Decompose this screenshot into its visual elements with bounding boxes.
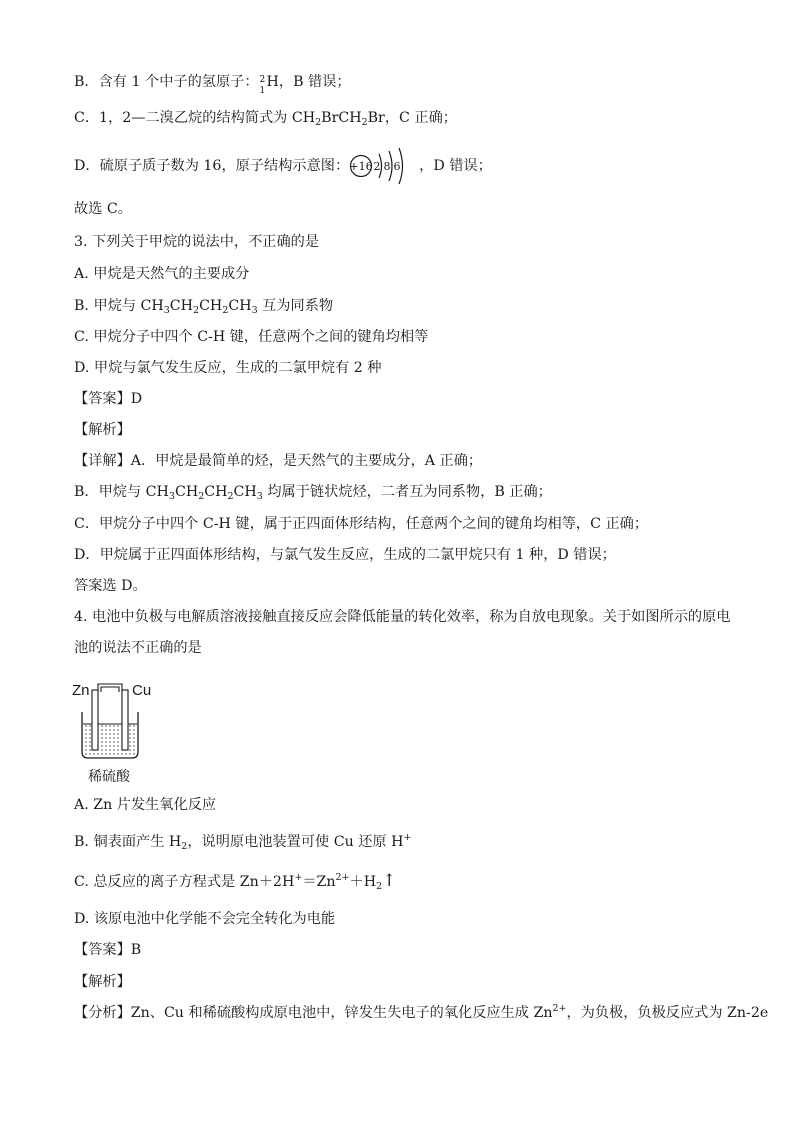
q3-stem: 3. 下列关于甲烷的说法中，不正确的是 (74, 234, 320, 250)
q4-analysis-heading: 【解析】 (74, 974, 131, 990)
solution-label: 稀硫酸 (88, 769, 130, 785)
q3-option-d: D. 甲烷与氯气发生反应，生成的二氯甲烷有 2 种 (74, 360, 382, 376)
q4-option-d: D. 该原电池中化学能不会完全转化为电能 (74, 911, 336, 927)
q2-option-b-explanation: B．含有 1 个中子的氢原子： 2 1 H，B 错误； (74, 74, 351, 96)
q2-option-c-explanation: C．1，2—二溴乙烷的结构简式为 $CH_2BrCH_2Br$，C 正确； (74, 110, 457, 128)
q2-conclusion: 故选 C。 (74, 201, 132, 217)
q4-option-b: B. 铜表面产生 $H_2$，说明原电池装置可使 Cu 还原 H+ (74, 832, 412, 852)
q4-answer: 【答案】B (74, 942, 142, 958)
q3-conclusion: 答案选 D。 (74, 578, 147, 594)
q3-option-b: B. 甲烷与 $CH_3CH_2CH_2CH_3$ 互为同系物 (74, 298, 334, 316)
q3-analysis-heading: 【解析】 (74, 422, 131, 438)
q4-stem-line1: 4. 电池中负极与电解质溶液接触直接反应会降低能量的转化效率，称为自放电现象。关于如图所示的原电 (74, 609, 731, 625)
nucleus-label: +16 (349, 160, 373, 173)
shell-3-count: 6 (393, 160, 401, 173)
zn-electrode-label: Zn (72, 682, 90, 699)
isotope-notation: 2 1 (259, 75, 266, 96)
q3-answer: 【答案】D (74, 391, 143, 407)
sulfur-atom-diagram (349, 146, 419, 186)
q4-fenxi: 【分析】Zn、Cu 和稀硫酸构成原电池中，锌发生失电子的氧化反应生成 $Zn^{2+}$，为负极，负极反应式为 Zn-2e (74, 1003, 769, 1021)
galvanic-cell-figure (68, 676, 178, 788)
gas-arrow-icon: ↑ (382, 871, 397, 891)
cu-electrode-label: Cu (132, 682, 152, 699)
q3-option-c: C. 甲烷分子中四个 C-H 键，任意两个之间的键角均相等 (74, 329, 429, 345)
q3-detail-a: 【详解】A．甲烷是最简单的烃，是天然气的主要成分，A 正确； (74, 453, 483, 469)
q3-detail-c: C．甲烷分子中四个 C-H 键，属于正四面体形结构，任意两个之间的键角均相等，C 正确； (74, 516, 649, 532)
q4-option-c: C. 总反应的离子方程式是 $Zn+2H^+=Zn^{2+}+H_2↑$ (74, 871, 397, 892)
q3-detail-b: B．甲烷与 $CH_3CH_2CH_2CH_3$ 均属于链状烷烃，二者互为同系物，B 正确； (74, 484, 552, 502)
shell-1-count: 2 (373, 160, 381, 173)
q4-option-a: A. Zn 片发生氧化反应 (74, 797, 217, 813)
q3-option-a: A. 甲烷是天然气的主要成分 (74, 266, 250, 282)
q2-option-d-explanation: D．硫原子质子数为 16，原子结构示意图： +16 2 8 6 ，D 错误； (74, 146, 492, 186)
q3-detail-d: D．甲烷属于正四面体形结构，与氯气发生反应，生成的二氯甲烷只有 1 种，D 错误； (74, 547, 616, 563)
shell-2-count: 8 (383, 160, 391, 173)
q4-stem-line2: 池的说法不正确的是 (74, 640, 202, 656)
